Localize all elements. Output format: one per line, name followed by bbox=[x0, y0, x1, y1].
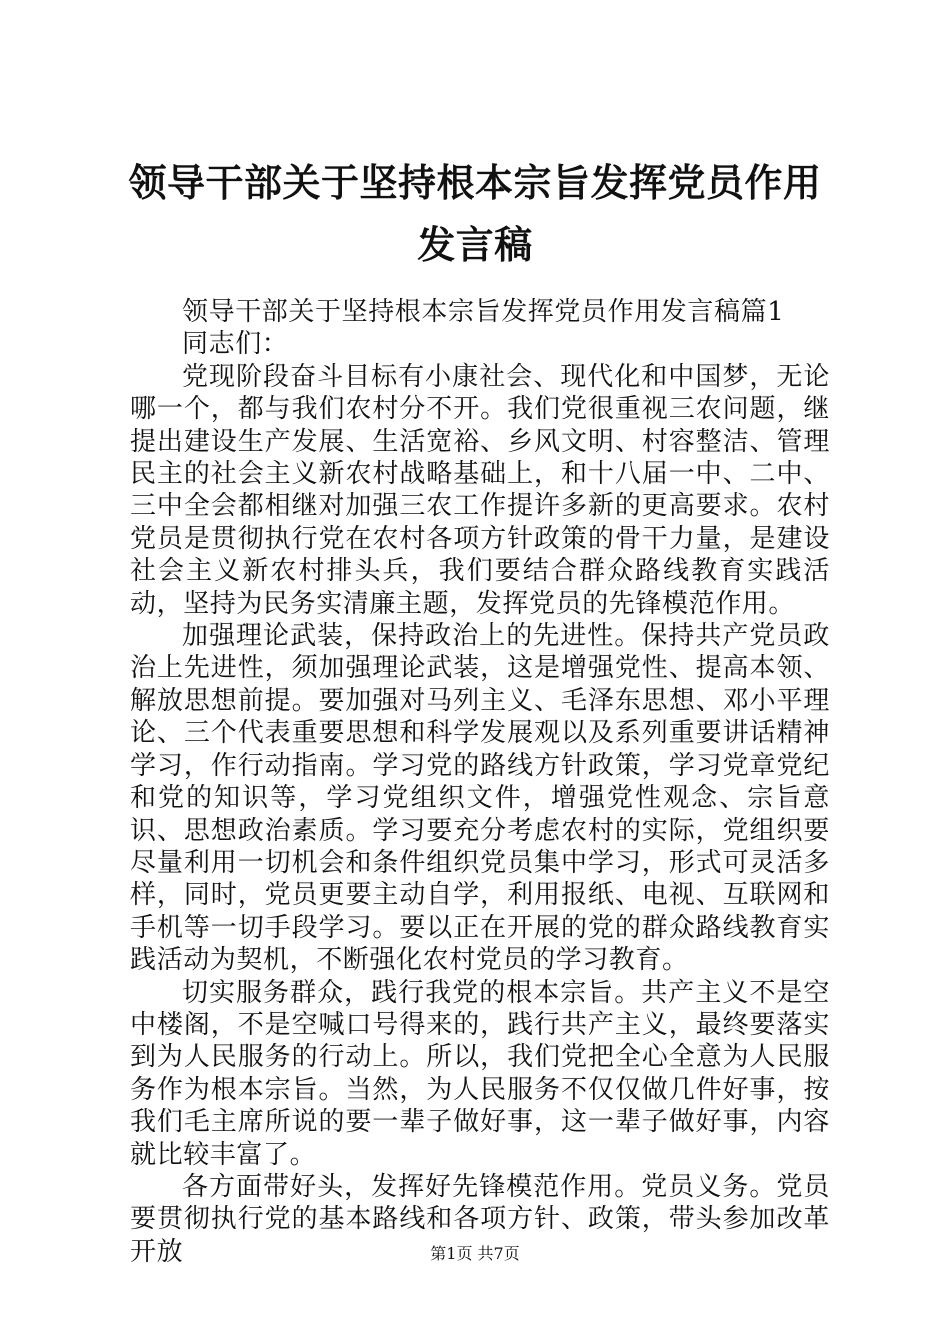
paragraph: 党现阶段奋斗目标有小康社会、现代化和中国梦，无论哪一个，都与我们农村分不开。我们党很重视三农问题，继提出建设生产发展、生活宽裕、乡风文明、村容整洁、管理民主的社会主义新农村战略基础上，和十八届一中、二中、三中全会都相继对加强三农工作提许多新的更高要求。农村党员是贯彻执行党在农村各项方针政策的骨干力量，是建设社会主义新农村排头兵，我们要结合群众路线教育实践活动，坚持为民务实清廉主题，发挥党员的先锋模范作用。 bbox=[130, 361, 830, 619]
paragraph: 切实服务群众，践行我党的根本宗旨。共产主义不是空中楼阁，不是空喊口号得来的，践行共产主义，最终要落实到为人民服务的行动上。所以，我们党把全心全意为人民服务作为根本宗旨。当然，为人民服务不仅仅做几件好事，按我们毛主席所说的要一辈子做好事，这一辈子做好事，内容就比较丰富了。 bbox=[130, 977, 830, 1170]
salutation: 同志们： bbox=[182, 329, 289, 360]
paragraph: 加强理论武装，保持政治上的先进性。保持共产党员政治上先进性，须加强理论武装，这是增强党性、提高本领、解放思想前提。要加强对马列主义、毛泽东思想、邓小平理论、三个代表重要思想和科学发展观以及系列重要讲话精神学习，作行动指南。学习党的路线方针政策，学习党章党纪和党的知识等，学习党组织文件，增强党性观念、宗旨意识、思想政治素质。学习要充分考虑农村的实际，党组织要尽量利用一切机会和条件组织党员集中学习，形式可灵活多样，同时，党员更要主动自学，利用报纸、电视、互联网和手机等一切手段学习。要以正在开展的党的群众路线教育实践活动为契机，不断强化农村党员的学习教育。 bbox=[130, 621, 830, 976]
paragraph: 各方面带好头，发挥好先锋模范作用。党员义务。党员要贯彻执行党的基本路线和各项方针、政策，带头参加改革开放 bbox=[130, 1171, 830, 1267]
document-subtitle: 领导干部关于坚持根本宗旨发挥党员作用发言稿篇1 bbox=[182, 297, 785, 327]
page-footer: 第1页 共7页 bbox=[430, 1244, 520, 1263]
document-body bbox=[130, 296, 830, 1268]
document-title: 领导干部关于坚持根本宗旨发挥党员作用发言稿 bbox=[128, 161, 822, 267]
